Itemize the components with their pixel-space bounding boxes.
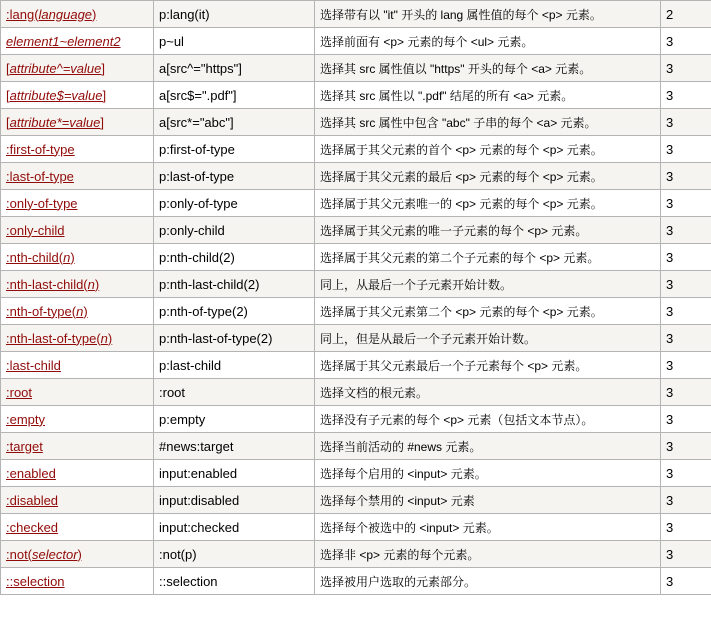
table-row (1, 82, 711, 109)
description-cell: 选择每个禁用的 <input> 元素 (315, 487, 661, 514)
table-row (1, 568, 711, 595)
selector-link[interactable]: :nth-of-type(n) (6, 303, 88, 319)
selector-link[interactable]: :nth-last-of-type(n) (6, 330, 113, 346)
css-version-cell: 3 (661, 55, 711, 82)
example-cell: input:checked (154, 514, 315, 541)
description-cell: 选择当前活动的 #news 元素。 (315, 433, 661, 460)
selector-link[interactable]: [attribute*=value] (6, 114, 104, 130)
selector-link[interactable]: :lang(language) (6, 6, 97, 22)
description-cell: 选择属于其父元素第二个 <p> 元素的每个 <p> 元素。 (315, 298, 661, 325)
example-cell: p:nth-of-type(2) (154, 298, 315, 325)
css-version-cell: 3 (661, 109, 711, 136)
description-cell: 选择被用户选取的元素部分。 (315, 568, 661, 595)
selector-link[interactable]: :checked (6, 519, 59, 535)
example-cell: ::selection (154, 568, 315, 595)
example-cell: p:only-of-type (154, 190, 315, 217)
description-cell: 选择带有以 "it" 开头的 lang 属性值的每个 <p> 元素。 (315, 1, 661, 28)
selector-cell (1, 541, 154, 568)
description-cell: 同上，从最后一个子元素开始计数。 (315, 271, 661, 298)
css-version-cell: 2 (661, 1, 711, 28)
selector-link[interactable]: [attribute$=value] (6, 87, 107, 103)
table-row (1, 244, 711, 271)
table-row (1, 1, 711, 28)
css-version-cell: 3 (661, 271, 711, 298)
table-row (1, 136, 711, 163)
selector-cell (1, 568, 154, 595)
description-cell: 选择每个被选中的 <input> 元素。 (315, 514, 661, 541)
css-version-cell: 3 (661, 217, 711, 244)
selector-cell (1, 190, 154, 217)
css-version-cell: 3 (661, 487, 711, 514)
selector-link[interactable]: [attribute^=value] (6, 60, 105, 76)
table-row (1, 514, 711, 541)
example-cell: p:lang(it) (154, 1, 315, 28)
css-version-cell: 3 (661, 325, 711, 352)
description-cell: 选择属于其父元素的第二个子元素的每个 <p> 元素。 (315, 244, 661, 271)
table-row (1, 271, 711, 298)
css-version-cell: 3 (661, 28, 711, 55)
selector-link[interactable]: :first-of-type (6, 141, 75, 157)
example-cell: input:enabled (154, 460, 315, 487)
table-row (1, 217, 711, 244)
selector-link[interactable]: :enabled (6, 465, 56, 481)
table-row (1, 460, 711, 487)
description-cell: 同上，但是从最后一个子元素开始计数。 (315, 325, 661, 352)
css-version-cell: 3 (661, 244, 711, 271)
table-row (1, 325, 711, 352)
selector-link[interactable]: :only-of-type (6, 195, 78, 211)
css-version-cell: 3 (661, 514, 711, 541)
description-cell: 选择属于其父元素最后一个子元素每个 <p> 元素。 (315, 352, 661, 379)
css-version-cell: 3 (661, 298, 711, 325)
selector-link[interactable]: element1~element2 (6, 33, 121, 49)
description-cell: 选择前面有 <p> 元素的每个 <ul> 元素。 (315, 28, 661, 55)
css-version-cell: 3 (661, 406, 711, 433)
description-cell: 选择没有子元素的每个 <p> 元素（包括文本节点）。 (315, 406, 661, 433)
css-version-cell: 3 (661, 433, 711, 460)
selector-link[interactable]: :root (6, 384, 33, 400)
selector-cell (1, 82, 154, 109)
example-cell: p:last-child (154, 352, 315, 379)
example-cell: input:disabled (154, 487, 315, 514)
css-version-cell: 3 (661, 379, 711, 406)
description-cell: 选择属于其父元素唯一的 <p> 元素的每个 <p> 元素。 (315, 190, 661, 217)
css-version-cell: 3 (661, 541, 711, 568)
example-cell: a[src$=".pdf"] (154, 82, 315, 109)
example-cell: :not(p) (154, 541, 315, 568)
css-version-cell: 3 (661, 82, 711, 109)
description-cell: 选择其 src 属性中包含 "abc" 子串的每个 <a> 元素。 (315, 109, 661, 136)
selector-cell (1, 487, 154, 514)
table-row (1, 109, 711, 136)
selector-link[interactable]: :nth-last-child(n) (6, 276, 100, 292)
selector-cell (1, 217, 154, 244)
selector-cell (1, 325, 154, 352)
selector-cell (1, 514, 154, 541)
css-version-cell: 3 (661, 190, 711, 217)
example-cell: p:nth-child(2) (154, 244, 315, 271)
selector-cell (1, 163, 154, 190)
table-row (1, 28, 711, 55)
selector-cell (1, 433, 154, 460)
selector-link[interactable]: :last-of-type (6, 168, 74, 184)
example-cell: a[src*="abc"] (154, 109, 315, 136)
description-cell: 选择非 <p> 元素的每个元素。 (315, 541, 661, 568)
example-cell: p:empty (154, 406, 315, 433)
description-cell: 选择其 src 属性值以 "https" 开头的每个 <a> 元素。 (315, 55, 661, 82)
description-cell: 选择属于其父元素的最后 <p> 元素的每个 <p> 元素。 (315, 163, 661, 190)
selector-cell (1, 352, 154, 379)
selector-link[interactable]: :disabled (6, 492, 59, 508)
selector-cell (1, 136, 154, 163)
css-version-cell: 3 (661, 352, 711, 379)
selector-cell (1, 406, 154, 433)
example-cell: p:only-child (154, 217, 315, 244)
selector-cell (1, 244, 154, 271)
css-version-cell: 3 (661, 163, 711, 190)
table-row (1, 487, 711, 514)
description-cell: 选择文档的根元素。 (315, 379, 661, 406)
table-row (1, 163, 711, 190)
selector-link[interactable]: :last-child (6, 357, 61, 373)
example-cell: a[src^="https"] (154, 55, 315, 82)
example-cell: :root (154, 379, 315, 406)
table-row (1, 298, 711, 325)
css-version-cell: 3 (661, 460, 711, 487)
example-cell: p:last-of-type (154, 163, 315, 190)
selector-cell (1, 28, 154, 55)
selector-cell (1, 379, 154, 406)
description-cell: 选择属于其父元素的首个 <p> 元素的每个 <p> 元素。 (315, 136, 661, 163)
selector-cell (1, 109, 154, 136)
selector-cell (1, 460, 154, 487)
selector-link[interactable]: :empty (6, 411, 46, 427)
example-cell: p:nth-last-of-type(2) (154, 325, 315, 352)
description-cell: 选择其 src 属性以 ".pdf" 结尾的所有 <a> 元素。 (315, 82, 661, 109)
table-row (1, 352, 711, 379)
description-cell: 选择属于其父元素的唯一子元素的每个 <p> 元素。 (315, 217, 661, 244)
css-version-cell: 3 (661, 136, 711, 163)
selector-link[interactable]: :target (6, 438, 43, 454)
table-row (1, 55, 711, 82)
selector-cell (1, 271, 154, 298)
example-cell: #news:target (154, 433, 315, 460)
selector-cell (1, 298, 154, 325)
table-row (1, 433, 711, 460)
css-version-cell: 3 (661, 568, 711, 595)
table-row (1, 190, 711, 217)
selector-link[interactable]: :nth-child(n) (6, 249, 75, 265)
example-cell: p~ul (154, 28, 315, 55)
selector-link[interactable]: :not(selector) (6, 546, 82, 562)
example-cell: p:first-of-type (154, 136, 315, 163)
selector-cell (1, 1, 154, 28)
selector-link[interactable]: ::selection (6, 573, 65, 589)
description-cell: 选择每个启用的 <input> 元素。 (315, 460, 661, 487)
table-body (1, 1, 711, 595)
table-row (1, 379, 711, 406)
example-cell: p:nth-last-child(2) (154, 271, 315, 298)
selector-link[interactable]: :only-child (6, 222, 65, 238)
table-row (1, 406, 711, 433)
table-row (1, 541, 711, 568)
selector-cell (1, 55, 154, 82)
